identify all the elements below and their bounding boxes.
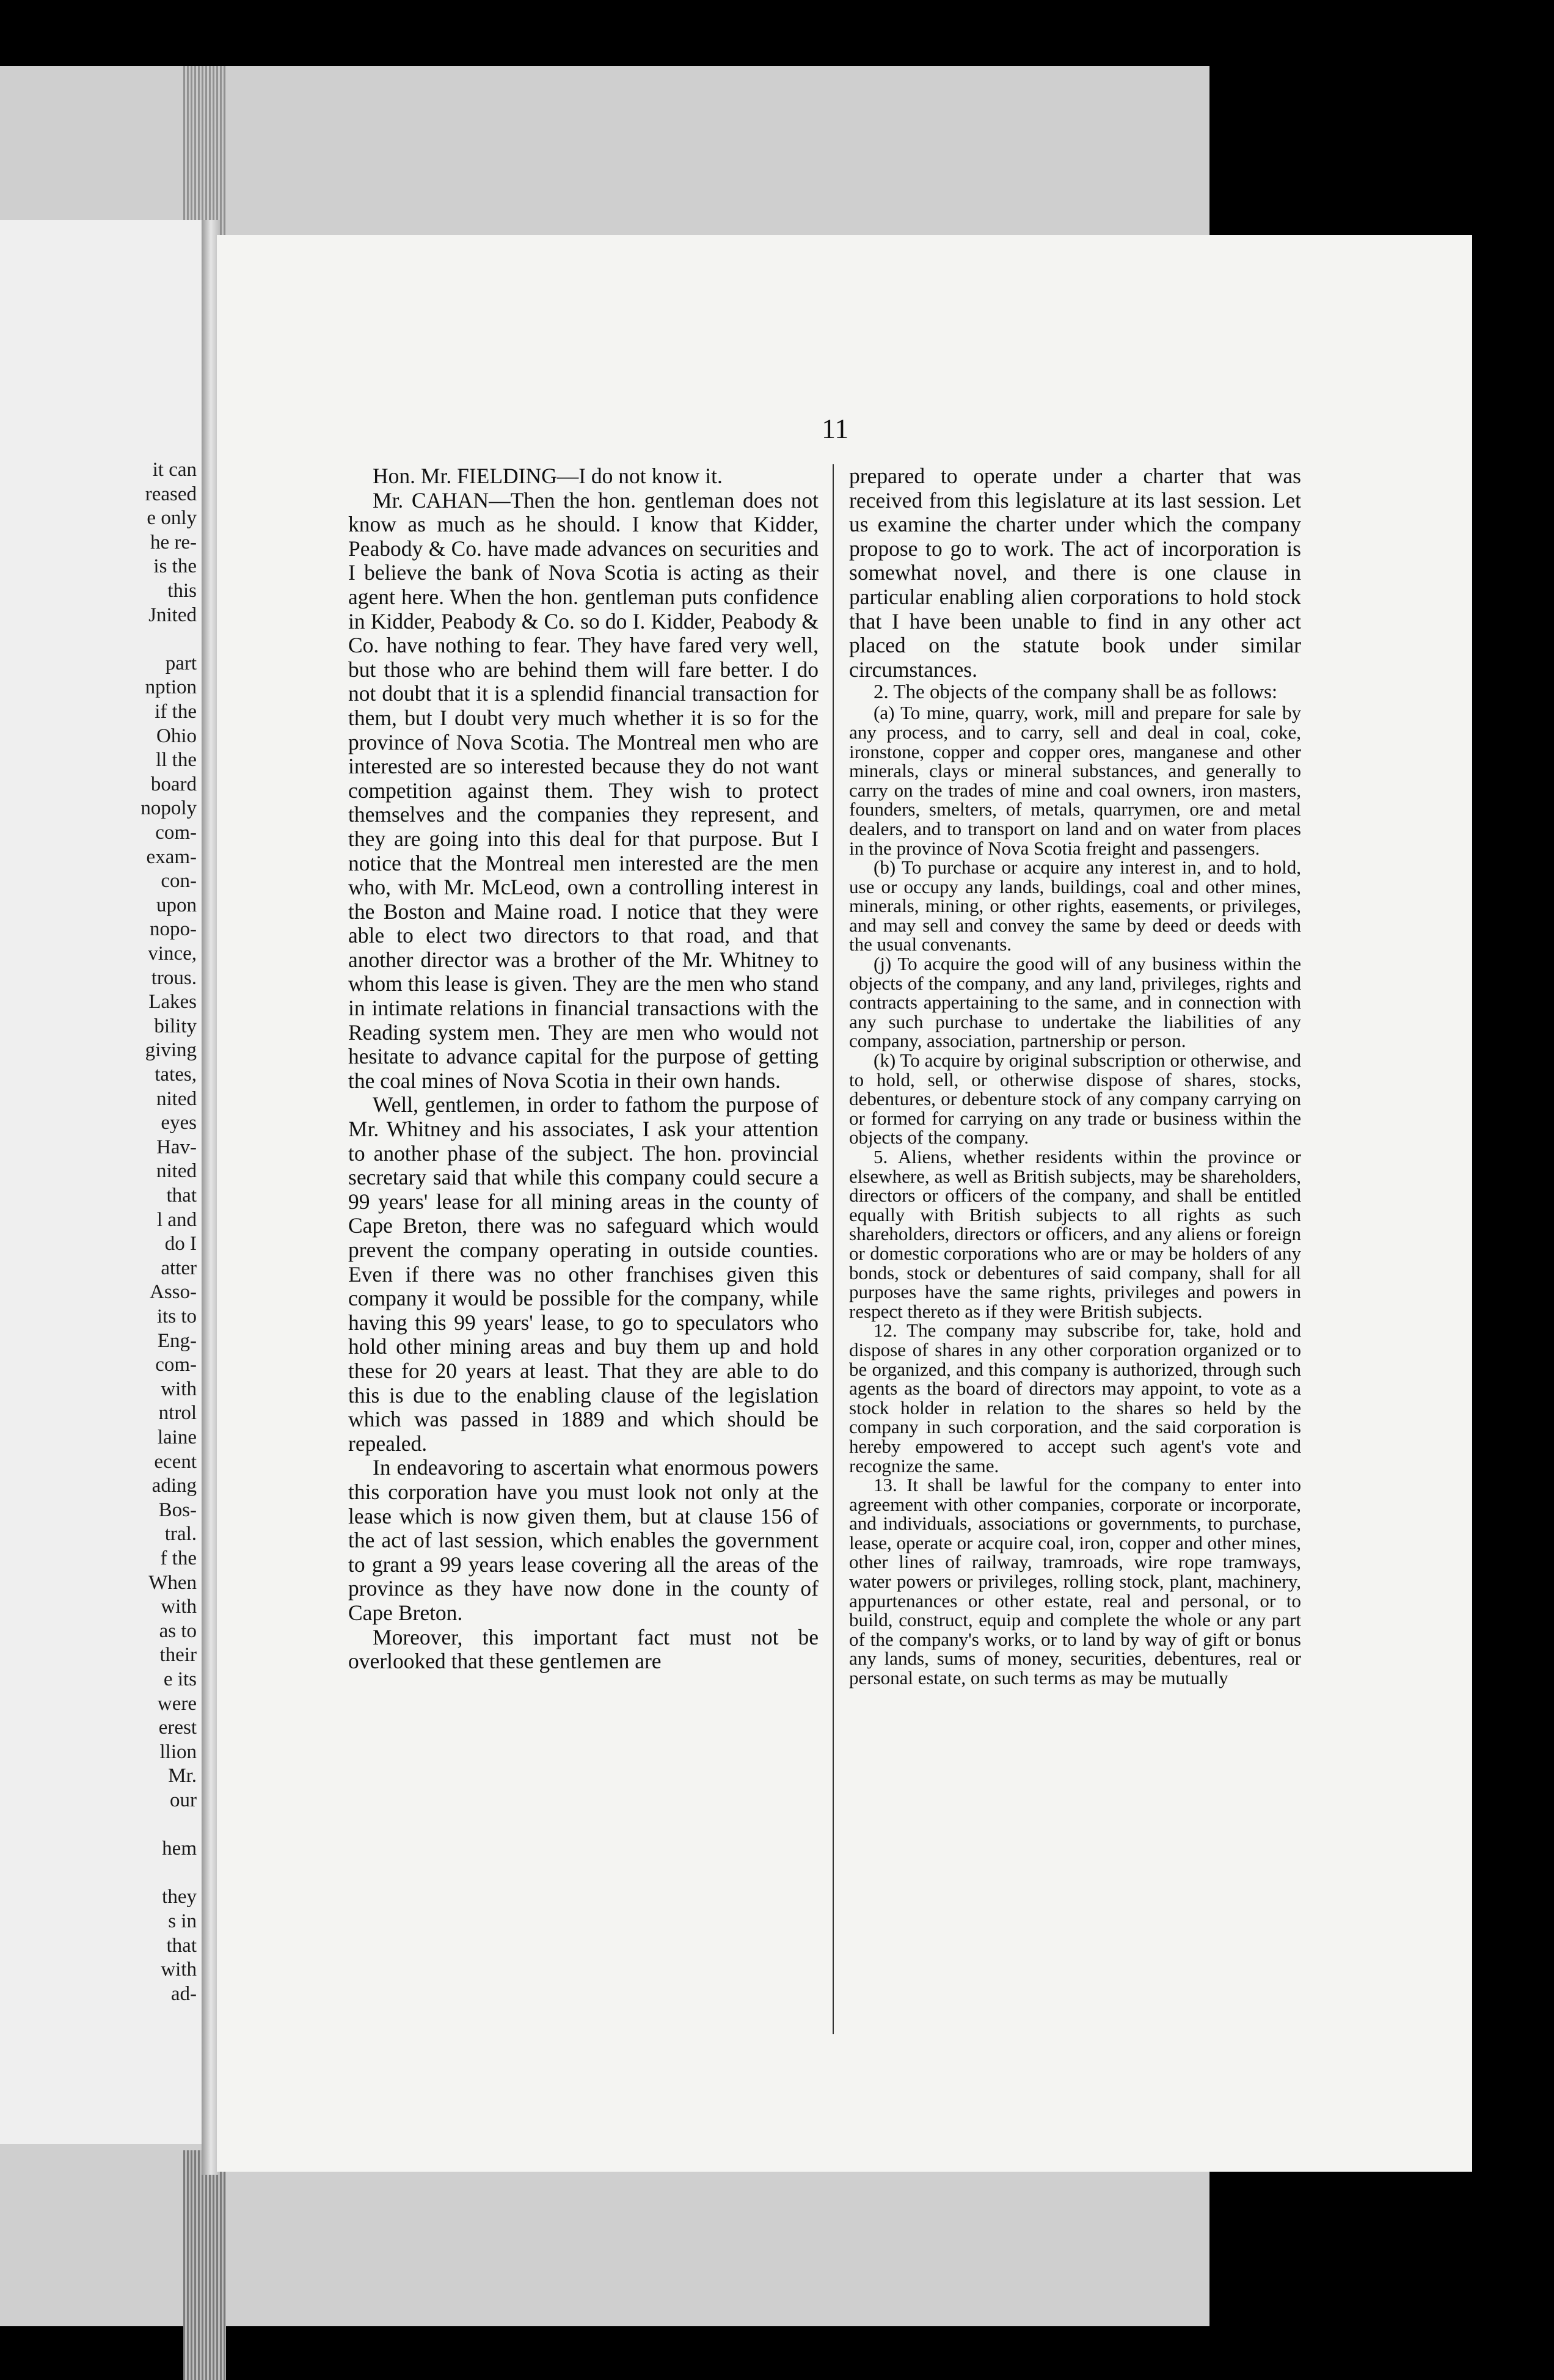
clause-13: 13. It shall be lawful for the company to enter into agreement with other companies, corporate or incorporate, and individuals, associations or governments, to purchase, lease, operate or acquire coal, iron, copper and other mines, other lines of railway, tramroads, wire rope tramways, water powers or privileges, rolling stock, plant, machinery, appurtenances or other estate, real and personal, or to build, construct, equip and complete the whole or any part of the company's works, or to land by way of gift or bonus any lands, sums of money, securities, debentures, real or personal estate, on such terms as may be mutually [849, 1474, 1301, 1689]
left-page-text-fragment: ading [151, 1475, 197, 1497]
left-page-text-fragment: with [161, 1596, 197, 1618]
left-column [348, 464, 819, 1674]
paragraph-cahan: Mr. CAHAN—Then the hon. gentleman does not know as much as he should. I know that Kidder, Peabody & Co. have made advances on securities and I believe the bank of Nova Scotia is acting as their agent here. When the hon. gentleman puts confidence in Kidder, Peabody & Co. so do I. Kidder, Peabody & Co. have nothing to fear. They have fared very well, but those who are behind them will fare better. I do not doubt that it is a splendid financial transaction for them, but I doubt very much whether it is so for the province of Nova Scotia. The Montreal men who are interested are so interested because they do not want competition against them. They wish to protect themselves and the companies they represent, and they are going into this deal for that purpose. But I notice that the Montreal men interested are the men who, with Mr. McLeod, own a controlling interest in the Boston and Maine road. I notice that they were able to elect two directors to that road, and that another director was a brother of the Mr. Whitney to whom this lease is given. They are the men who stand in intimate relations in financial transactions with the Reading system men. They are men who would not hesitate to advance capital for the purpose of getting the coal mines of Nova Scotia in their own hands. [348, 487, 819, 1093]
left-page-text-fragment: Ohio [156, 725, 197, 747]
left-page-text-fragment: part [165, 652, 197, 674]
clause-k: (k) To acquire by original subscription or otherwise, and to hold, sell, or otherwise dispose of shares, stocks, debentures, or debenture stock of any company carrying on or formed for carrying on any trade or business within the objects of the company. [849, 1049, 1301, 1148]
clause-12: 12. The company may subscribe for, take, hold and dispose of shares in any other corporation organized or to be organized, and this company is authorized, through such agents as the board of directors may appoint, to vote as a stock holder in relation to the shares so held by the company in such corporation, and the said corporation is hereby empowered to accept such agent's vote and recognize the same. [849, 1320, 1301, 1477]
left-page-text-fragment: bility [154, 1015, 197, 1037]
page-number: 11 [822, 413, 849, 444]
left-page-text-fragment: upon [156, 894, 197, 916]
left-page-text-fragment: tates, [155, 1064, 197, 1086]
left-page-text-fragment: erest [158, 1717, 197, 1739]
left-page-text-fragment: Bos- [158, 1498, 197, 1521]
left-page-text-fragment: reased [145, 483, 197, 505]
left-page-text-fragment: that [166, 1185, 197, 1206]
left-page-text-fragment: Lakes [148, 991, 197, 1013]
left-page-text-fragment: tral. [164, 1523, 197, 1546]
left-page-text-fragment: vince, [148, 943, 197, 965]
left-page-text-fragment: nited [156, 1160, 197, 1183]
left-page-text-fragment: f the [160, 1547, 197, 1569]
left-page-text-fragment: nited [156, 1087, 197, 1110]
left-page-text-fragment: l and [156, 1208, 197, 1231]
left-page-text-fragment: Hav- [156, 1136, 197, 1158]
left-page-text-fragment: con- [161, 870, 197, 892]
left-page-text-fragment: atter [161, 1257, 197, 1279]
left-page-text-fragment: board [150, 773, 197, 795]
clause-b: (b) To purchase or acquire any interest in, and to hold, use or occupy any lands, buildings, coal and other mines, minerals, mining, or other rights, easements, or privileges, and may sell and convey the same by deed or deeds with the usual convenants. [849, 856, 1301, 955]
left-page-text-fragment: ecent [154, 1450, 197, 1473]
left-page-text-fragment: s in [168, 1910, 197, 1932]
left-page-text-fragment: nption [145, 676, 197, 699]
left-page-text-fragment: he re- [150, 531, 197, 553]
left-page-text-fragment: do I [164, 1233, 197, 1255]
left-page-text-fragment: is the [153, 555, 197, 578]
left-page-text-fragment: with [161, 1378, 197, 1400]
paragraph-moreover: Moreover, this important fact must not be overlooked that these gentlemen are [348, 1624, 819, 1674]
left-page-text-fragment: Jnited [148, 604, 197, 626]
left-page-text-fragment: they [162, 1886, 197, 1908]
left-page-text-fragment: llion [159, 1740, 197, 1763]
left-page-text-fragment: as to [159, 1619, 197, 1642]
left-page-text-fragment: ll the [156, 749, 197, 772]
left-page-text-fragment: eyes [161, 1112, 197, 1134]
left-page-text-fragment: trous. [151, 966, 197, 989]
left-page-text-fragment: it can [152, 459, 197, 481]
left-page-text-fragment: Eng- [157, 1329, 197, 1352]
left-page-text-fragment: nopoly [140, 797, 197, 820]
left-page-text-fragment: its to [156, 1305, 197, 1327]
left-page-text-fragment: this [167, 580, 197, 602]
paragraph-fielding: Hon. Mr. FIELDING—I do not know it. [373, 464, 723, 488]
left-page-text-fragment: our [170, 1789, 197, 1811]
left-page-fragment [0, 220, 202, 2144]
left-page-text-fragment: ad- [170, 1982, 197, 2005]
paragraph-whitney: Well, gentlemen, in order to fathom the purpose of Mr. Whitney and his associates, I ask your attention to another phase of the subject. The hon. provincial secretary said that while this company could secure a 99 years' lease for all mining areas in the county of Cape Breton, there was no safeguard which would prevent the company operating in outside counties. Even if there was no other franchises given this company it would be possible for the company, while having this 99 years' lease, to go to speculators who hold other mining areas and buy them up and hold these for 20 years at least. That they are able to do this is due to the enabling clause of the legislation which was passed in 1889 and which should be repealed. [348, 1092, 819, 1456]
left-page-text-fragment: were [157, 1692, 197, 1715]
clause-2: 2. The objects of the company shall be as follows: [874, 681, 1278, 704]
column-rule [833, 464, 834, 2034]
left-page-text-fragment: laine [157, 1426, 197, 1448]
left-page-text-fragment: nopo- [150, 918, 197, 941]
left-page-text-fragment: com- [155, 822, 197, 844]
left-page-text-fragment: e its [163, 1668, 197, 1690]
left-page-text-fragment: giving [145, 1039, 197, 1062]
left-page-text-fragment: that [166, 1934, 197, 1957]
left-page-text-fragment: e only [147, 507, 197, 530]
left-page-text-fragment: com- [155, 1354, 197, 1376]
left-page-text-fragment: Mr. [168, 1765, 197, 1787]
clause-j: (j) To acquire the good will of any business within the objects of the company, and any land, privileges, rights and contracts appertaining to the same, and in connection with any such purchase to undertake the liabilities of any company, association, partnership or person. [849, 953, 1301, 1052]
left-page-text-fragment: When [148, 1571, 197, 1594]
left-page-text-fragment: if the [155, 701, 197, 723]
paragraph-enormous-powers: In endeavoring to ascertain what enormous powers this corporation have you must look not only at the lease which is now given them, but at clause 156 of the act of last session, which enables the government to grant a 99 years lease covering all the areas of the province as they have now done in the county of Cape Breton. [348, 1455, 819, 1625]
clause-a: (a) To mine, quarry, work, mill and prepare for sale by any process, and to carry, sell and deal in coal, coke, ironstone, copper and copper ores, manganese and other minerals, clays or mineral substances, and generally to carry on the trades of mine and coal owners, iron masters, founders, smelters, of metals, quarrymen, ore and metal dealers, and to transport on land and on water from places in the province of Nova Scotia freight and passengers. [849, 702, 1301, 859]
paragraph-charter: prepared to operate under a charter that was received from this legislature at its last session. Let us examine the charter under which the company propose to go to work. The act of incorporation is somewhat novel, and there is one clause in particular enabling alien corporations to hold stock that I have been unable to find in any other act placed on the statute book under similar circumstances. [849, 464, 1301, 682]
left-page-text-fragment: their [159, 1644, 197, 1666]
left-page-text-fragment: with [161, 1958, 197, 1981]
binding-cloth-bottom [183, 2150, 226, 2380]
left-page-text-fragment: ntrol [158, 1402, 197, 1425]
right-column [849, 464, 1301, 1688]
left-page-text-fragment: Asso- [149, 1281, 197, 1304]
left-page-text-fragment: hem [162, 1838, 197, 1860]
clause-5: 5. Aliens, whether residents within the province or elsewhere, as well as British subjects, may be shareholders, directors or officers of the company, and shall be entitled equally with British subjects to all rights as such shareholders, directors or officers, and any aliens or foreign or domestic corporations who are or may be holders of any bonds, stock or debentures of said company, shall for all purposes have the same rights, privileges and powers in respect thereto as if they were British subjects. [849, 1146, 1301, 1322]
left-page-text-fragment: exam- [146, 845, 197, 868]
